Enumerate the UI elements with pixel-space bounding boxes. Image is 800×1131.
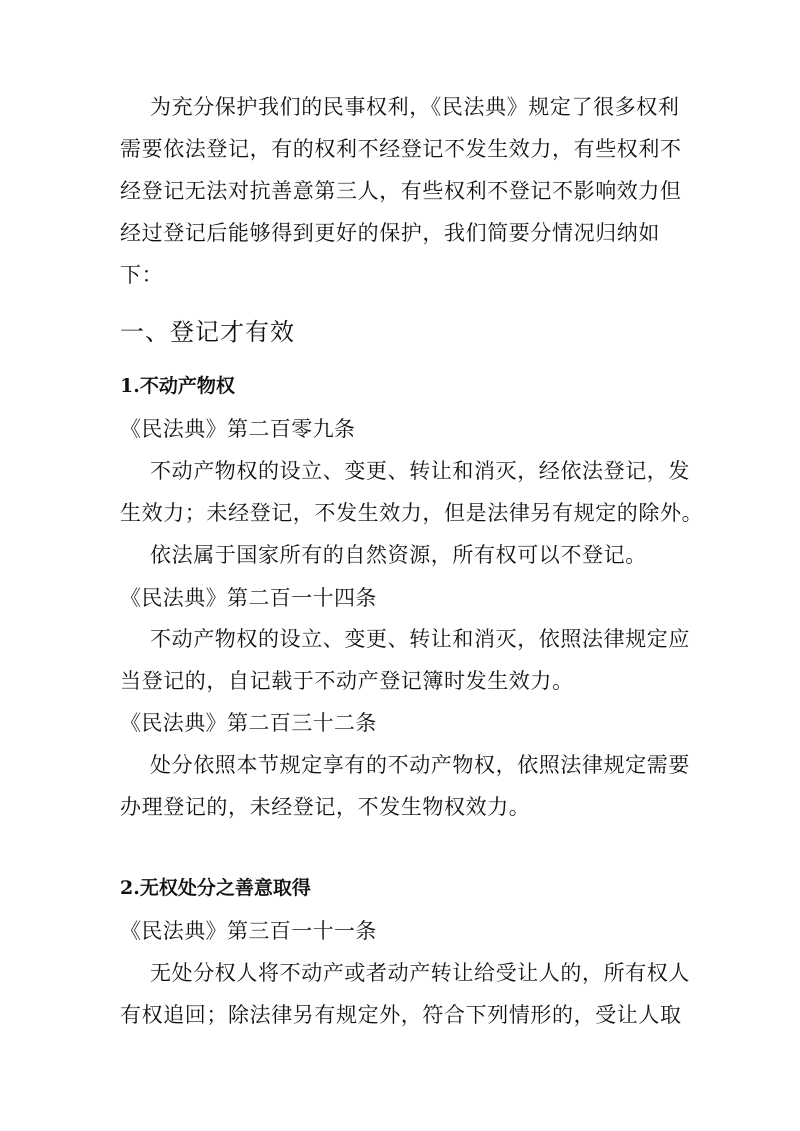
article-citation: 《民法典》第二百三十二条: [120, 711, 377, 735]
article-citation: 《民法典》第二百零九条: [120, 417, 356, 441]
article-citation: 《民法典》第三百一十一条: [120, 919, 377, 943]
article-line: 处分依照本节规定享有的不动产物权，依照法律规定需要: [150, 753, 690, 777]
section-heading: 一、登记才有效: [120, 318, 295, 346]
intro-line: 需要依法登记，有的权利不经登记不发生效力，有些权利不: [120, 137, 682, 161]
subsection-heading: 2.无权处分之善意取得: [120, 877, 311, 899]
article-text: [120, 744, 690, 828]
intro-line: 经登记无法对抗善意第三人，有些权利不登记不影响效力但: [120, 179, 682, 203]
intro-line: 下：: [120, 263, 164, 287]
article-line: 依法属于国家所有的自然资源，所有权可以不登记。: [150, 543, 647, 567]
article-line: 生效力；未经登记，不发生效力，但是法律另有规定的除外。: [120, 501, 704, 525]
article-text: [120, 618, 690, 702]
article-line: 当登记的，自记载于不动产登记簿时发生效力。: [120, 669, 574, 693]
article-line: 不动产物权的设立、变更、转让和消灭，依照法律规定应: [150, 627, 690, 651]
article-line: 不动产物权的设立、变更、转让和消灭，经依法登记，发: [150, 459, 690, 483]
intro-line: 经过登记后能够得到更好的保护，我们简要分情况归纳如: [120, 221, 660, 245]
article-text: [120, 450, 704, 576]
article-citation: 《民法典》第二百一十四条: [120, 586, 377, 610]
article-line: 办理登记的，未经登记，不发生物权效力。: [120, 795, 531, 819]
article-line: 有权追回；除法律另有规定外，符合下列情形的，受让人取: [120, 1003, 682, 1027]
article-text: [120, 952, 690, 1036]
intro-line: 为充分保护我们的民事权利，《民法典》规定了很多权利: [150, 95, 680, 119]
article-line: 无处分权人将不动产或者动产转让给受让人的，所有权人: [150, 961, 690, 985]
subsection-heading: 1.不动产物权: [120, 375, 235, 397]
intro-paragraph: [120, 86, 680, 296]
